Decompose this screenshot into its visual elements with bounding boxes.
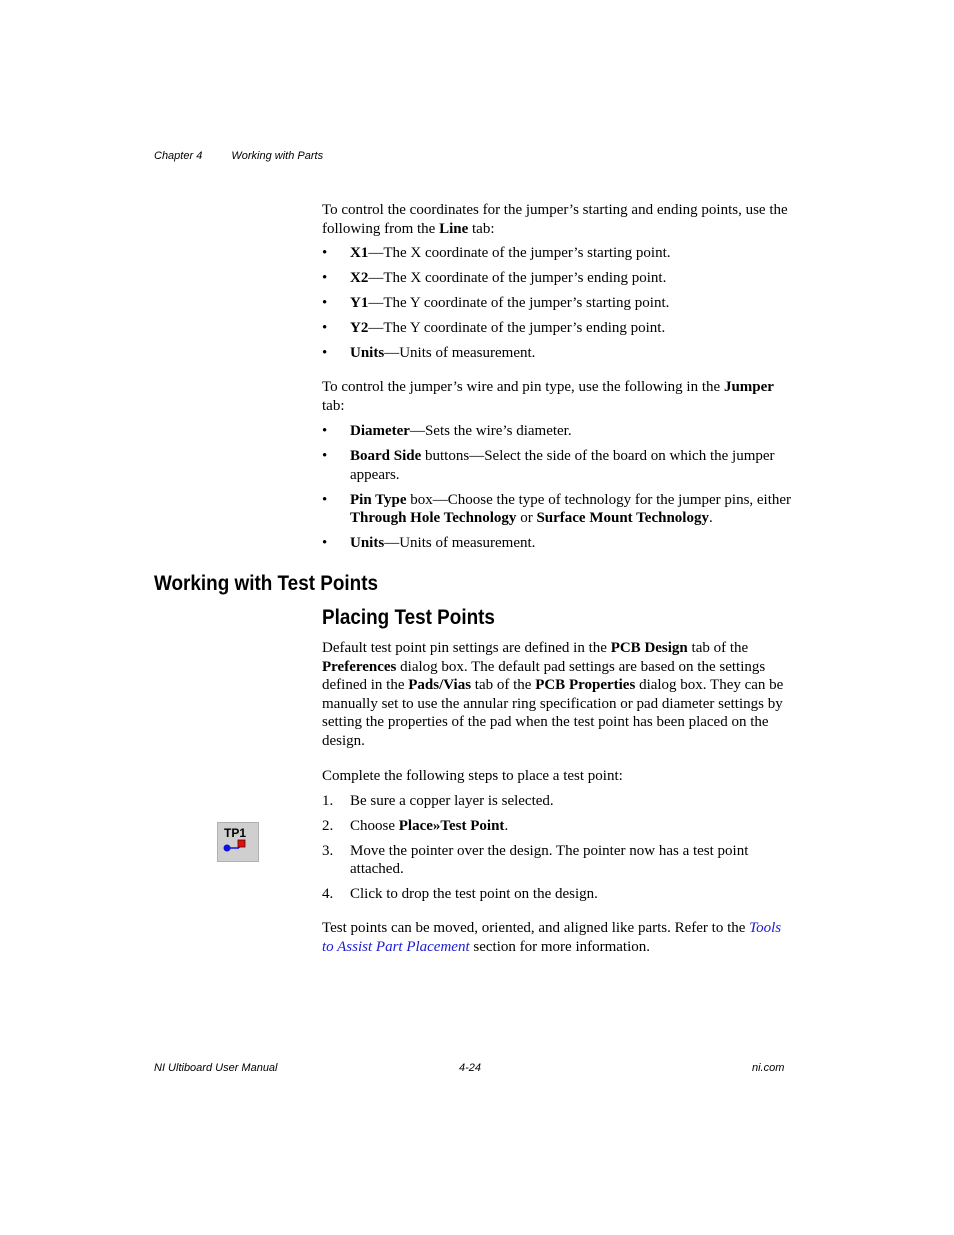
- default-settings-paragraph: Default test point pin settings are defined in the PCB Design tab of the Preferences dialog box. The default pad settings are based on the settings defined in the Pads/Vias tab of the PCB Properties dialog box. They can be manually set to use the annular ring specification or pad diameter settings by setting the properties of the pad when the test point has been placed on the design.: [322, 640, 784, 749]
- chapter-number: Chapter 4: [154, 150, 203, 162]
- list-item-board-side: • Board Side buttons—Select the side of the board on which the jumper appears.: [322, 448, 775, 483]
- line-tab-section: [322, 201, 792, 238]
- running-header: [154, 150, 323, 162]
- list-item: • Y1—The Y coordinate of the jumper’s starting point.: [322, 295, 670, 311]
- test-point-symbol-icon: [218, 823, 260, 863]
- step-item: 4. Click to drop the test point on the design.: [322, 886, 598, 902]
- line-tab-intro: To control the coordinates for the jumper’s starting and ending points, use the following from the Line tab:: [322, 202, 788, 237]
- footer-website: ni.com: [752, 1062, 785, 1074]
- subsection-heading: Placing Test Points: [322, 606, 495, 629]
- chapter-title: Working with Parts: [231, 150, 324, 162]
- list-item-pin-type: • Pin Type box—Choose the type of technology for the jumper pins, either Through Hole Technology or Surface Mount Technology.: [322, 491, 792, 526]
- tools-to-assist-link[interactable]: Tools to Assist Part Placement: [322, 920, 782, 955]
- list-item: • Units—Units of measurement.: [322, 345, 536, 361]
- list-item-units: • Units—Units of measurement.: [322, 535, 536, 551]
- step-item: 2. Choose Place»Test Point.: [322, 818, 509, 834]
- list-item: • X2—The X coordinate of the jumper’s ending point.: [322, 270, 667, 286]
- footer-page-number: 4-24: [459, 1062, 482, 1074]
- jumper-tab-section: [322, 378, 792, 415]
- list-item: • X1—The X coordinate of the jumper’s starting point.: [322, 245, 671, 261]
- line-tab-list: [322, 244, 792, 363]
- list-item-diameter: • Diameter—Sets the wire’s diameter.: [322, 423, 572, 439]
- list-item: • Y2—The Y coordinate of the jumper’s ending point.: [322, 320, 666, 336]
- section-heading: Working with Test Points: [154, 572, 379, 595]
- jumper-tab-intro: To control the jumper’s wire and pin type, use the following in the Jumper tab:: [322, 379, 774, 414]
- step-item: 1. Be sure a copper layer is selected.: [322, 793, 554, 809]
- footer-manual-title: NI Ultiboard User Manual: [154, 1062, 278, 1074]
- final-paragraph: Test points can be moved, oriented, and aligned like parts. Refer to the Tools to Assist Part Placement section for more information.: [322, 920, 782, 955]
- steps-intro: Complete the following steps to place a test point:: [322, 768, 623, 784]
- step-item: 3. Move the pointer over the design. The pointer now has a test point attached.: [322, 842, 749, 877]
- jumper-tab-list: [322, 422, 792, 553]
- steps-list: [322, 792, 792, 904]
- test-point-icon: [217, 822, 259, 862]
- test-point-icon-label: TP1: [224, 826, 247, 840]
